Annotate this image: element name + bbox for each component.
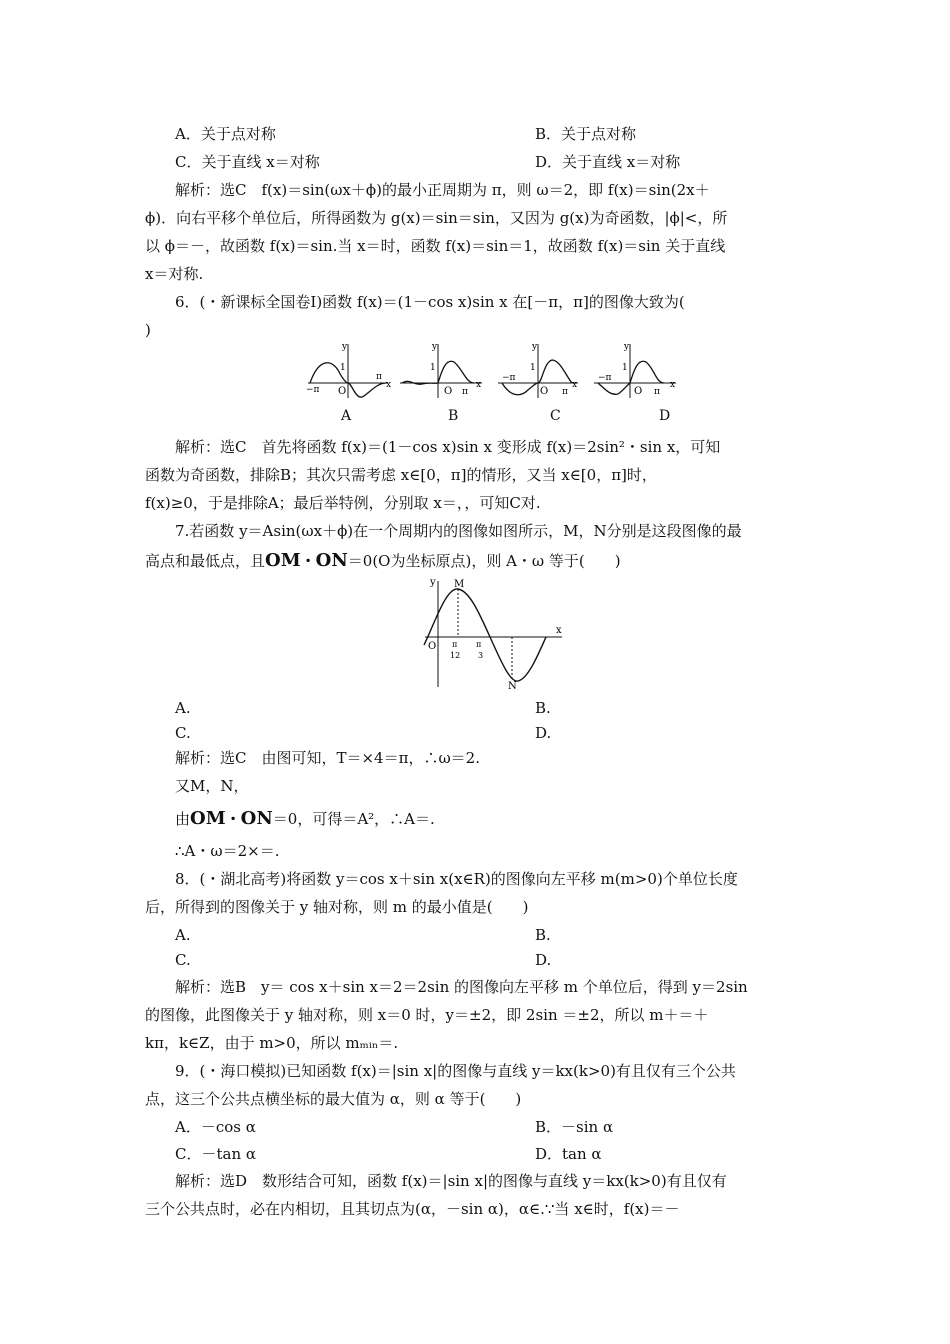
q7-option-b: B. [535, 699, 551, 717]
q8-option-b: B. [535, 926, 551, 944]
graph-a-pi: π [376, 372, 382, 382]
q7-sol3-part-b: ＝0，可得＝A²，∴A＝. [272, 810, 435, 828]
dot-operator-2: ・ [225, 810, 241, 828]
q5-option-c: C．关于直线 x＝对称 [175, 153, 320, 171]
graph-b-x-label: x [476, 380, 482, 390]
q8-option-d: D. [535, 951, 552, 969]
q6-stem-line-1: 6．(・新课标全国卷Ⅰ)函数 f(x)＝(1－cos x)sin x 在[－π，π]的图像大致为( [175, 293, 685, 311]
q7-stem-part-a: 高点和最低点，且 [145, 552, 266, 570]
q7-sol3-part-a: 由 [175, 810, 191, 828]
q6-graph-label-b: B [448, 408, 459, 424]
q6-graphs [300, 340, 690, 400]
q5-option-d: D．关于直线 x＝对称 [535, 153, 681, 171]
graph-d-x-label: x [670, 380, 676, 390]
graph-d-one: 1 [622, 363, 628, 373]
q9-option-a: A．－cos α [175, 1118, 256, 1136]
q9-option-b: B．－sin α [535, 1118, 614, 1136]
graph-a-one: 1 [340, 363, 346, 373]
graph-c-y-label: y [532, 342, 538, 352]
q9-solution-line-2: 三个公共点时，必在内相切，且其切点为(α，－sin α)，α∈.∵当 x∈时，f(x)＝－ [145, 1200, 680, 1218]
graph-d [594, 342, 676, 398]
graph-b-y-label: y [432, 342, 438, 352]
q7-solution-line-2: 又M，N， [175, 777, 249, 795]
q7-graph-x-label: x [556, 625, 562, 636]
q7-solution-line-4: ∴A・ω＝2×＝. [175, 842, 280, 860]
q6-graph-label-c: C [550, 408, 561, 424]
q7-solution-line-3 [175, 809, 855, 829]
graph-d-origin: O [634, 386, 643, 397]
q5-solution-line-2: ϕ)．向右平移个单位后，所得函数为 g(x)＝sin＝sin，又因为 g(x)为奇函数，|ϕ|<，所 [145, 209, 728, 227]
q7-graph-origin: O [428, 641, 437, 652]
q9-option-c: C．－tan α [175, 1145, 257, 1163]
graph-b-origin: O [444, 386, 453, 397]
q7-graph-tick-1-num: π [452, 640, 458, 649]
graph-a-neg-pi: −π [306, 385, 320, 395]
q8-solution-line-1: 解析：选B y＝ cos x＋sin x＝2＝2sin 的图像向左平移 m 个单位后，得到 y＝2sin [175, 978, 748, 996]
q7-graph-tick-1-den: 12 [450, 651, 461, 660]
q8-option-a: A. [175, 926, 191, 944]
graph-a-y-label: y [342, 342, 348, 352]
q9-option-d: D．tan α [535, 1145, 602, 1163]
q7-graph-y-label: y [430, 577, 436, 588]
q8-option-c: C. [175, 951, 191, 969]
graph-c [498, 342, 578, 398]
graph-a [306, 342, 391, 398]
q7-stem-part-b: ＝0(O为坐标原点)，则 A・ω 等于( ) [347, 552, 621, 570]
graph-b-one: 1 [430, 363, 436, 373]
q5-solution-line-4: x＝对称. [145, 265, 204, 283]
q5-option-b: B．关于点对称 [535, 125, 637, 143]
q7-option-c: C. [175, 724, 191, 742]
q7-graph-tick-2-num: π [476, 640, 482, 649]
graph-a-x-label: x [386, 380, 392, 390]
q7-graph-tick-2-den: 3 [478, 651, 484, 660]
graph-c-neg-pi: −π [502, 373, 516, 383]
graph-d-neg-pi: −π [598, 373, 612, 383]
q7-solution-line-1: 解析：选C 由图可知，T＝×4＝π，∴ω＝2. [175, 749, 480, 767]
vector-on-2: ON [240, 808, 273, 829]
q6-graph-label-a: A [341, 408, 352, 424]
q6-solution-line-2: 函数为奇函数，排除B；其次只需考虑 x∈[0，π]的情形，又当 x∈[0，π]时， [145, 466, 657, 484]
q9-solution-line-1: 解析：选D 数形结合可知，函数 f(x)＝|sin x|的图像与直线 y＝kx(k>0)有且仅有 [175, 1172, 727, 1190]
q5-solution-line-1: 解析：选C f(x)＝sin(ωx＋ϕ)的最小正周期为 π，则 ω＝2，即 f(x)＝sin(2x＋ [175, 181, 710, 199]
dot-operator: ・ [300, 552, 316, 570]
graph-c-origin: O [540, 386, 549, 397]
q7-option-a: A. [175, 699, 191, 717]
q7-graph [420, 575, 570, 690]
graph-d-pi: π [654, 387, 660, 397]
q7-stem-line-1: 7.若函数 y＝Asin(ωx＋ϕ)在一个周期内的图像如图所示，M，N分别是这段图像的最 [175, 522, 742, 540]
q6-stem-line-2: ) [145, 321, 151, 339]
graph-c-one: 1 [530, 363, 536, 373]
graph-a-origin: O [338, 386, 347, 397]
q5-solution-line-3: 以 ϕ＝－，故函数 f(x)＝sin.当 x＝时，函数 f(x)＝sin＝1，故函数 f(x)＝sin 关于直线 [145, 237, 726, 255]
q6-solution-line-3: f(x)≥0，于是排除A；最后举特例，分别取 x＝，，可知C对. [145, 494, 541, 512]
q9-stem-line-1: 9．(・海口模拟)已知函数 f(x)＝|sin x|的图像与直线 y＝kx(k>0)有且仅有三个公共 [175, 1062, 736, 1080]
vector-om: OM [265, 550, 301, 571]
graph-b-pi: π [462, 387, 468, 397]
q7-stem-line-2 [145, 551, 825, 571]
q7-graph-point-n: N [508, 681, 517, 690]
vector-on: ON [315, 550, 348, 571]
graph-c-pi: π [562, 387, 568, 397]
graph-d-y-label: y [624, 342, 630, 352]
q8-solution-line-2: 的图像，此图像关于 y 轴对称，则 x＝0 时，y＝±2，即 2sin ＝±2，所以 m＋＝＋ [145, 1006, 709, 1024]
graph-c-x-label: x [572, 380, 578, 390]
q9-stem-line-2: 点，这三个公共点横坐标的最大值为 α，则 α 等于( ) [145, 1090, 522, 1108]
q8-stem-line-2: 后，所得到的图像关于 y 轴对称，则 m 的最小值是( ) [145, 898, 529, 916]
q5-option-a: A．关于点对称 [175, 125, 276, 143]
graph-b [400, 342, 482, 398]
q7-option-d: D. [535, 724, 552, 742]
q8-stem-line-1: 8．(・湖北高考)将函数 y＝cos x＋sin x(x∈R)的图像向左平移 m(m>0)个单位长度 [175, 870, 738, 888]
q8-solution-line-3: kπ，k∈Z，由于 m>0，所以 mₘᵢₙ＝. [145, 1034, 399, 1052]
q6-graph-label-d: D [659, 408, 671, 424]
vector-om-2: OM [190, 808, 226, 829]
q7-graph-point-m: M [454, 579, 465, 590]
q6-solution-line-1: 解析：选C 首先将函数 f(x)＝(1－cos x)sin x 变形成 f(x)＝2sin²・sin x，可知 [175, 438, 721, 456]
